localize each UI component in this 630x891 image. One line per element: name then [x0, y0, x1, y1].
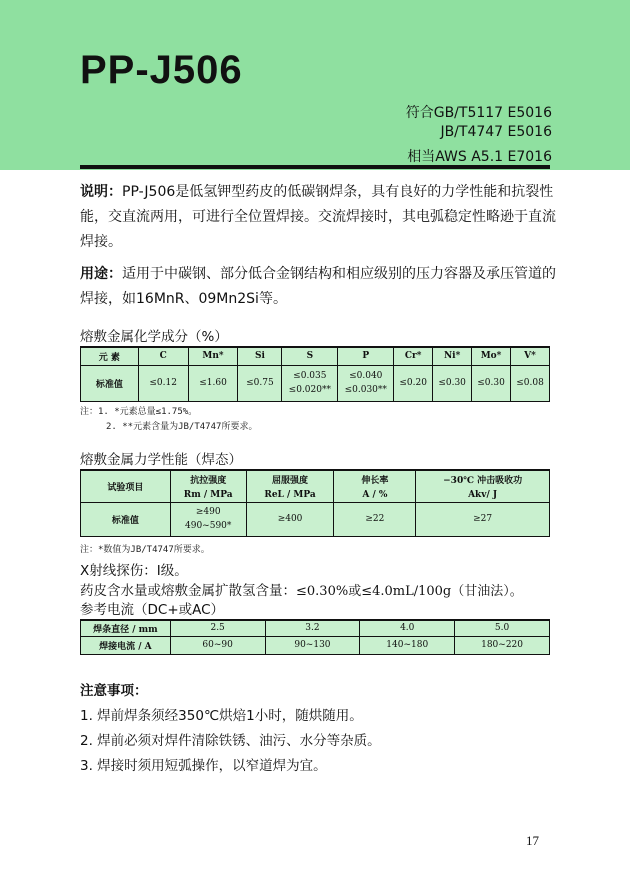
standard-aws: 相当AWS A5.1 E7016	[407, 149, 552, 165]
xray-value: Ⅰ级。	[156, 563, 188, 579]
mech-heading: 熔敷金属力学性能（焊态）	[80, 452, 242, 468]
chem-header-row	[81, 347, 550, 365]
mech-col-impact-unit: Akv/ J	[468, 489, 498, 500]
mech-table	[80, 469, 550, 537]
chem-col-mo: Mo*	[472, 347, 511, 365]
xray-line	[80, 559, 188, 579]
mech-col-tensile-label: 抗拉强度	[190, 475, 227, 486]
chem-val-c: ≤0.12	[138, 365, 188, 401]
chem-val-mn: ≤1.60	[188, 365, 238, 401]
chem-value-row	[81, 365, 550, 401]
notes-item-3: 3. 焊接时须用短弧操作，以窄道焊为宜。	[80, 758, 327, 774]
mech-value-row	[81, 502, 550, 536]
chem-val-p1: ≤0.040	[349, 371, 383, 381]
mech-col-item: 试验项目	[81, 470, 171, 502]
chem-val-s1: ≤0.035	[293, 371, 327, 381]
chem-col-ni: Ni*	[433, 347, 472, 365]
current-value-1: 60~90	[170, 636, 265, 654]
current-heading: 参考电流（DC+或AC）	[80, 602, 225, 618]
current-value-row	[81, 636, 550, 654]
hydrogen-value: ≤0.30%或≤4.0mL/100g（甘油法）。	[296, 584, 523, 599]
chem-row-label: 标准值	[81, 365, 139, 401]
mech-val-tensile1: ≥490	[195, 507, 221, 517]
mech-col-elong-label: 伸长率	[361, 475, 389, 486]
standard-gb: 符合GB/T5117 E5016	[405, 105, 552, 121]
hydrogen-line	[80, 579, 523, 599]
current-diameter-row	[81, 620, 550, 636]
current-table	[80, 619, 550, 655]
mech-val-tensile	[170, 502, 246, 536]
notes-heading: 注意事项：	[80, 683, 148, 699]
chem-note-1: 注：1. *元素总量≤1.75%。	[80, 407, 198, 417]
usage-paragraph	[80, 262, 560, 312]
chem-col-si: Si	[238, 347, 282, 365]
hydrogen-label: 药皮含水量或熔敷金属扩散氢含量：	[80, 583, 296, 599]
mech-val-yield: ≥400	[246, 502, 334, 536]
chem-val-p2: ≤0.030**	[344, 385, 387, 395]
mech-val-tensile2: 490~590*	[185, 521, 232, 531]
mech-col-yield-label: 屈服强度	[272, 475, 309, 486]
mech-col-tensile	[170, 470, 246, 502]
description-paragraph	[80, 180, 560, 255]
current-diameter-2: 3.2	[265, 620, 360, 636]
chem-val-si: ≤0.75	[238, 365, 282, 401]
current-value-3: 140~180	[360, 636, 455, 654]
chem-col-c: C	[138, 347, 188, 365]
chem-col-p: P	[338, 347, 394, 365]
standard-jb: JB/T4747 E5016	[440, 124, 552, 140]
notes-item-2: 2. 焊前必须对焊件清除铁锈、油污、水分等杂质。	[80, 733, 381, 749]
chem-val-v: ≤0.08	[511, 365, 550, 401]
chem-val-p	[338, 365, 394, 401]
current-diameter-4: 5.0	[455, 620, 550, 636]
mech-row-label: 标准值	[81, 502, 171, 536]
chem-val-s2: ≤0.020**	[288, 385, 331, 395]
mech-col-tensile-unit: Rm / MPa	[183, 489, 233, 500]
usage-label: 用途：	[80, 266, 122, 282]
chem-col-cr: Cr*	[394, 347, 433, 365]
chem-col-s: S	[282, 347, 338, 365]
usage-text: 适用于中碳钢、部分低合金钢结构和相应级别的压力容器及承压管道的焊接，如16MnR、09Mn2Si等。	[80, 266, 556, 307]
mech-col-elong-unit: A / %	[362, 489, 388, 500]
chem-val-s	[282, 365, 338, 401]
description-label: 说明：	[80, 184, 122, 200]
current-value-4: 180~220	[455, 636, 550, 654]
current-current-label: 焊接电流 / A	[81, 636, 171, 654]
page-number: 17	[526, 833, 539, 848]
xray-label: X射线探伤：	[80, 563, 157, 579]
mech-val-impact: ≥27	[416, 502, 550, 536]
mech-col-elong	[334, 470, 416, 502]
header-rule	[80, 165, 550, 169]
product-title: PP-J506	[80, 48, 243, 92]
mech-header-row	[81, 470, 550, 502]
chem-col-v: V*	[511, 347, 550, 365]
chem-val-cr: ≤0.20	[394, 365, 433, 401]
mech-col-impact	[416, 470, 550, 502]
description-text: PP-J506是低氢钾型药皮的低碳钢焊条，具有良好的力学性能和抗裂性能，交直流两用，可进行全位置焊接。交流焊接时，其电弧稳定性略逊于直流焊接。	[80, 184, 556, 250]
notes-item-1: 1. 焊前焊条须经350℃烘焙1小时，随烘随用。	[80, 708, 363, 724]
mech-col-impact-label: −30℃ 冲击吸收功	[443, 475, 523, 486]
chem-val-mo: ≤0.30	[472, 365, 511, 401]
current-value-2: 90~130	[265, 636, 360, 654]
mech-col-yield	[246, 470, 334, 502]
chem-col-element: 元 素	[81, 347, 139, 365]
current-diameter-label: 焊条直径 / mm	[81, 620, 171, 636]
chem-col-mn: Mn*	[188, 347, 238, 365]
current-diameter-3: 4.0	[360, 620, 455, 636]
chem-heading: 熔敷金属化学成分（%）	[80, 329, 228, 345]
current-diameter-1: 2.5	[170, 620, 265, 636]
mech-col-yield-unit: ReL / MPa	[264, 489, 316, 500]
mech-val-elong: ≥22	[334, 502, 416, 536]
chem-note-2: 2. **元素含量为JB/T4747所要求。	[106, 422, 258, 432]
chem-table	[80, 346, 550, 402]
mech-note: 注：*数值为JB/T4747所要求。	[80, 545, 210, 555]
chem-val-ni: ≤0.30	[433, 365, 472, 401]
